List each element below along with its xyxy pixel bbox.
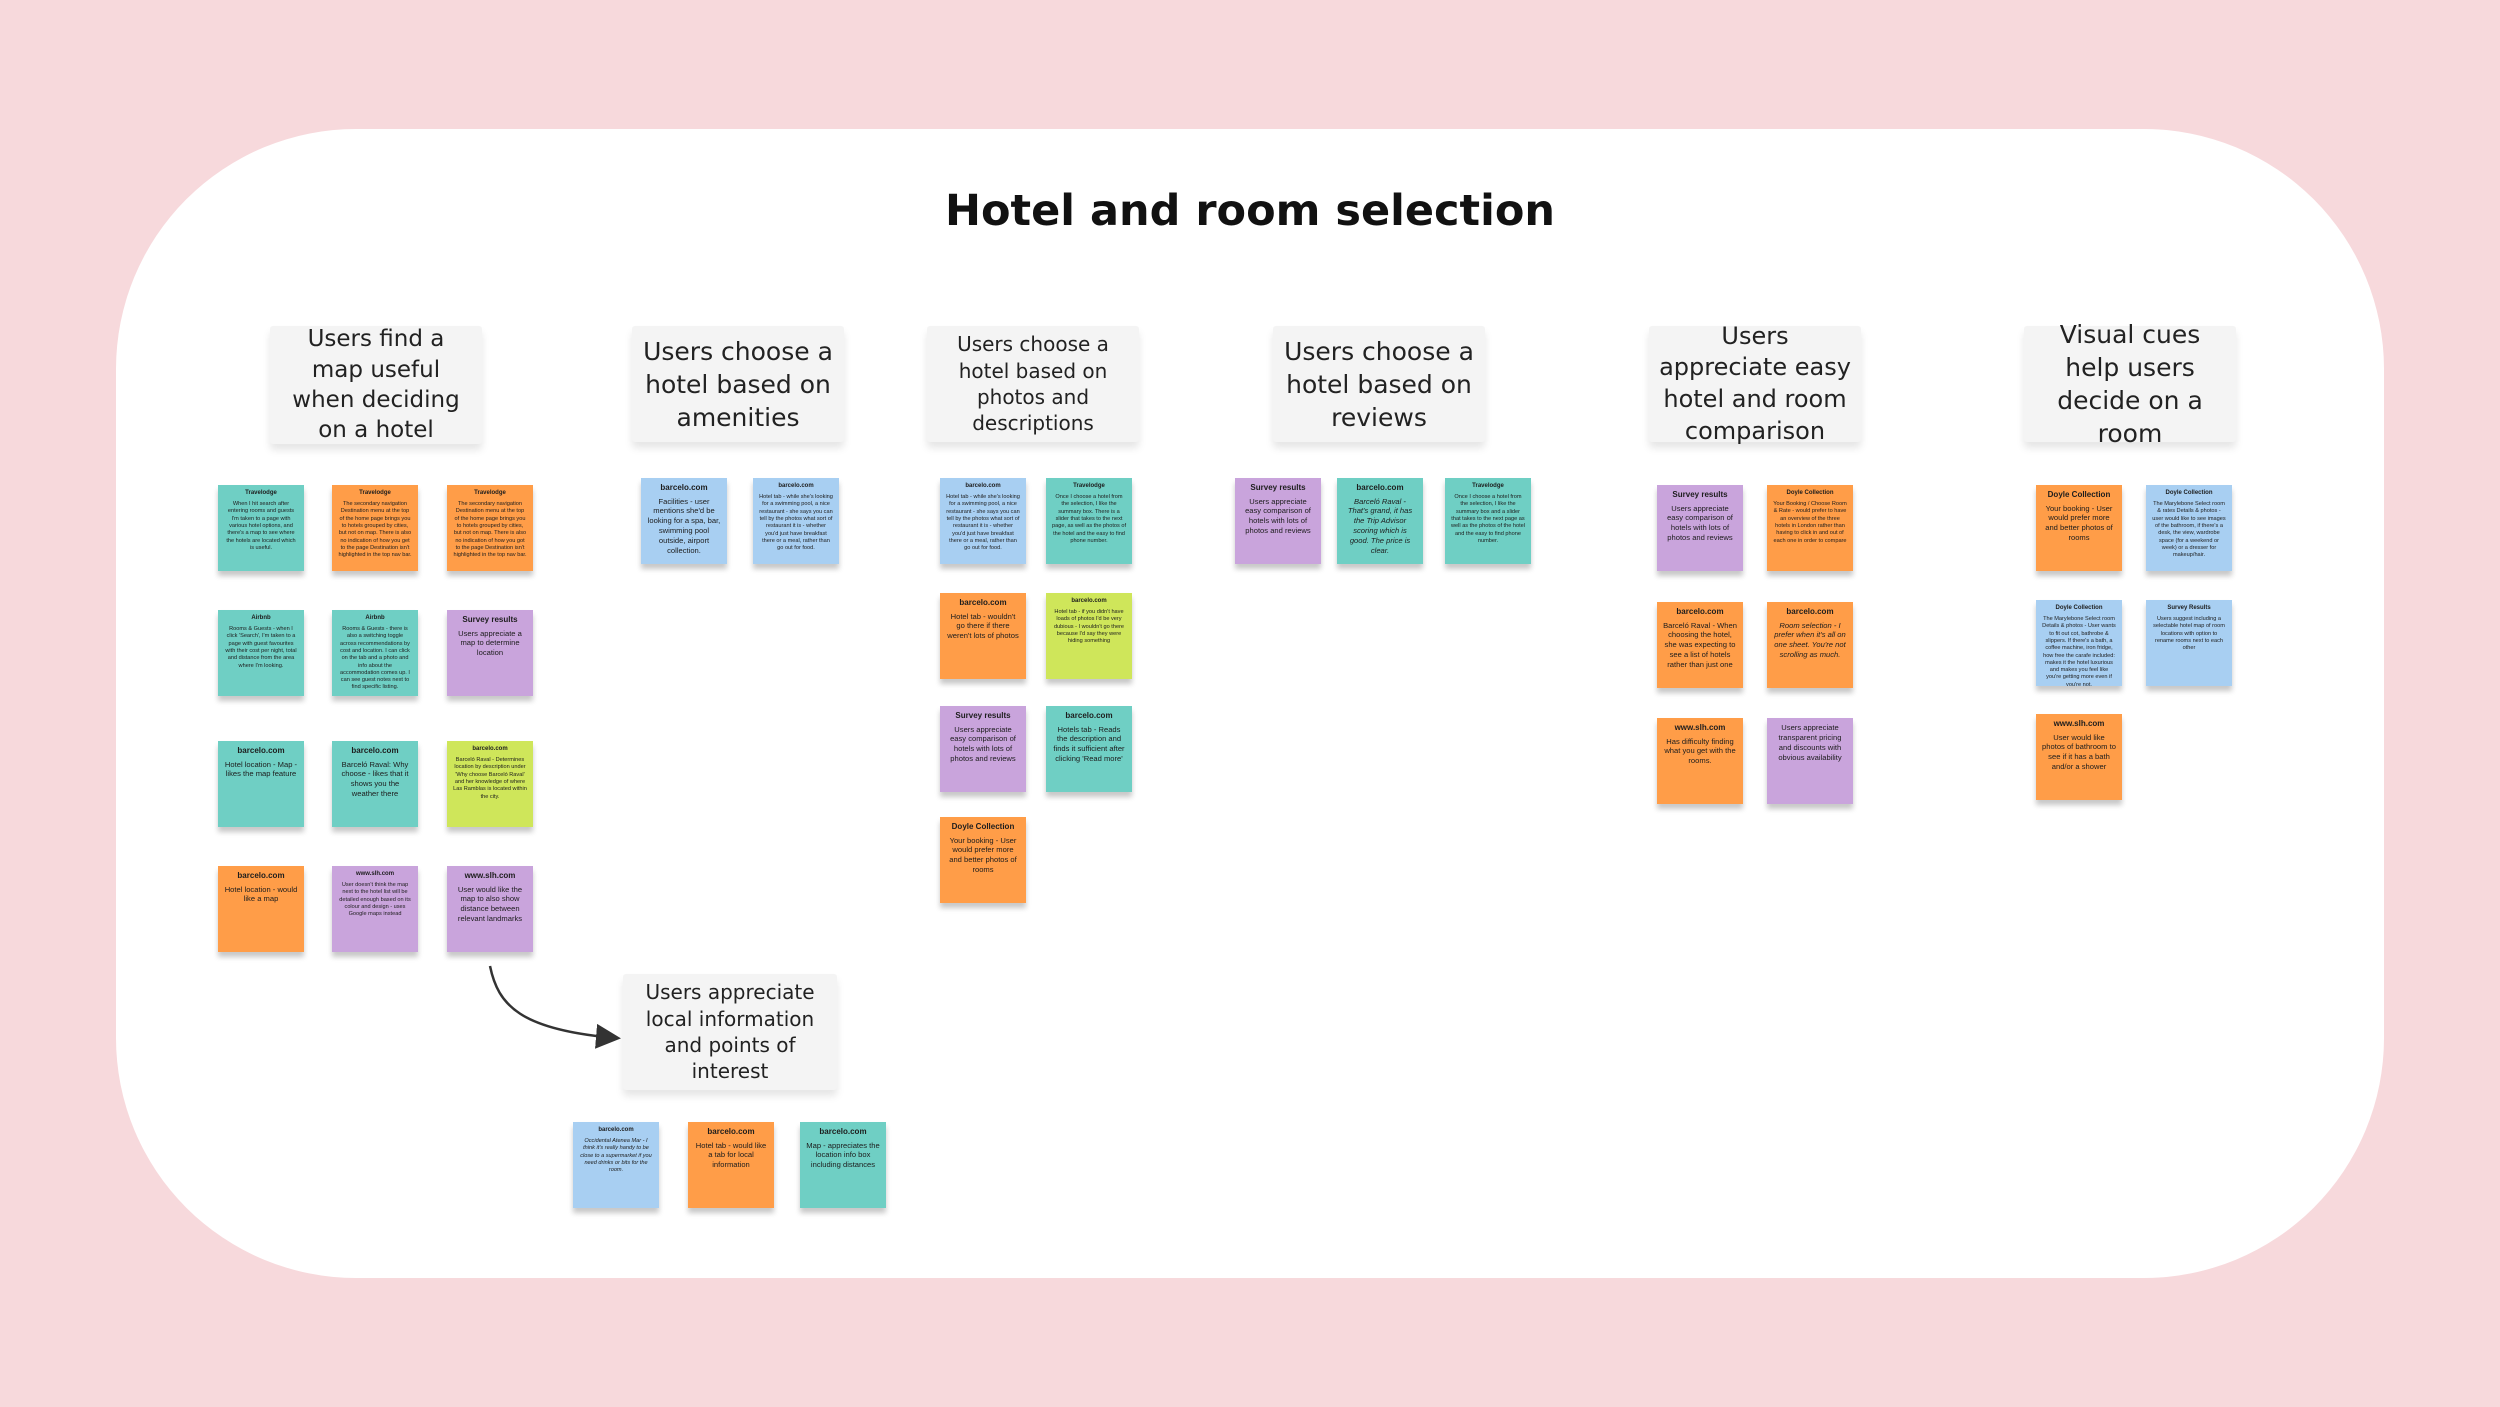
sticky-note-body: Hotel tab - while she's looking for a swimming pool, a nice restaurant - she says you can tell by the photos what sort of restaurant it is - whether you'd just have breakfast there or a meal, rather than go out for food. bbox=[759, 494, 833, 552]
sticky-note-reviews-2[interactable] bbox=[1337, 478, 1423, 564]
sticky-note-body: Users appreciate transparent pricing and discounts with obvious availability bbox=[1778, 723, 1842, 762]
sticky-note-body: Users appreciate easy comparison of hotels with lots of photos and reviews bbox=[1667, 503, 1733, 543]
sticky-note-body: The Marylebone Select room & rates Details & photos - user would like to see images of the bathroom, if there's a desk, the view, wardrobe space (for a weekend or week) or a dresser for makeup/hair. bbox=[2152, 501, 2226, 559]
sticky-note-body: Once I choose a hotel from the selection, I like the summary box and a slider that takes to the next page as well as the photos of the hotel and the easy to find phone number. bbox=[1451, 494, 1526, 544]
sticky-note-title: barcelo.com bbox=[778, 483, 814, 489]
sticky-note-body: Hotel tab - if you didn't have loads of photos I'd be very dubious - I wouldn't go there because I'd say they were hiding something bbox=[1053, 609, 1125, 645]
sticky-note-body: When I hit search after entering rooms and guests I'm taken to a page with various hotel options, and there's a map to see where the hotels are located which is useful. bbox=[226, 501, 296, 551]
header-comparison[interactable]: Users appreciate easy hotel and room comparison bbox=[1649, 326, 1861, 442]
sticky-note-body: Rooms & Guests - there is also a switching toggle across recommendations by cost and location. I can click on the tab and a photo and info about the accommodation comes up. I can see guest notes next to find specific listing. bbox=[340, 626, 410, 691]
sticky-note-title: Survey Results bbox=[2167, 605, 2211, 611]
sticky-note-room-5[interactable] bbox=[2036, 714, 2122, 800]
header-reviews[interactable]: Users choose a hotel based on reviews bbox=[1273, 326, 1485, 442]
sticky-note-photos-1[interactable] bbox=[940, 478, 1026, 564]
sticky-note-body: The Marylebone Select room Details & photos - User wants to fit out cot, bathrobe & slippers. If there's a bath, a coffee machine, iron fridge, how free the carafe included: makes it the hotel luxurious and makes you feel like you're getting more even if you're not. bbox=[2042, 616, 2116, 686]
sticky-note-title: www.slh.com bbox=[1674, 723, 1726, 732]
sticky-note-body: Once I choose a hotel from the selection, I like the summary box. There is a slider that takes to the next page, as well as the photos of the hotel and the easy to find phone number. bbox=[1052, 494, 1127, 544]
sticky-note-body: Your Booking / Choose Room & Rate - would prefer to have an overview of the three hotels in London rather than having to click in and out of each one in order to compare bbox=[1773, 501, 1847, 544]
board-title: Hotel and room selection bbox=[945, 186, 1555, 236]
sticky-note-title: Doyle Collection bbox=[2055, 605, 2103, 611]
sticky-note-title: Travelodge bbox=[1073, 483, 1105, 489]
sticky-note-title: Airbnb bbox=[365, 615, 385, 621]
sticky-note-title: Doyle Collection bbox=[1786, 490, 1834, 496]
header-room[interactable]: Visual cues help users decide on a room bbox=[2024, 326, 2236, 442]
sticky-note-body: Barceló Raval - Determines location by description under 'Why choose Barceló Raval' and her knowledge of where Las Ramblas is located within the city. bbox=[453, 757, 527, 800]
sticky-note-title: www.slh.com bbox=[2053, 719, 2105, 728]
sticky-note-map-6[interactable] bbox=[447, 610, 533, 696]
sticky-note-title: barcelo.com bbox=[1676, 607, 1724, 616]
sticky-note-local-3[interactable] bbox=[800, 1122, 886, 1208]
sticky-note-map-10[interactable] bbox=[218, 866, 304, 952]
sticky-note-body: Barceló Raval - That's grand, it has the Trip Advisor scoring which is good. The price is clear. bbox=[1347, 496, 1413, 555]
sticky-note-photos-2[interactable] bbox=[1046, 478, 1132, 564]
sticky-note-body: Hotel tab - while she's looking for a swimming pool, a nice restaurant - she says you can tell by the photos what sort of restaurant it is - whether you'd just have breakfast there or a meal, rather than go out for food. bbox=[946, 494, 1020, 552]
sticky-note-room-4[interactable] bbox=[2146, 600, 2232, 686]
sticky-note-reviews-3[interactable] bbox=[1445, 478, 1531, 564]
sticky-note-body: User would like photos of bathroom to see if it has a bath and/or a shower bbox=[2042, 732, 2116, 772]
sticky-note-photos-4[interactable] bbox=[1046, 593, 1132, 679]
sticky-note-title: barcelo.com bbox=[351, 746, 399, 755]
sticky-note-title: barcelo.com bbox=[1065, 711, 1113, 720]
sticky-note-photos-3[interactable] bbox=[940, 593, 1026, 679]
sticky-note-map-9[interactable] bbox=[447, 741, 533, 827]
sticky-note-body: Users appreciate easy comparison of hotels with lots of photos and reviews bbox=[1245, 496, 1311, 536]
sticky-note-map-2[interactable] bbox=[332, 485, 418, 571]
sticky-note-body: Your booking - User would prefer more and better photos of rooms bbox=[949, 835, 1017, 875]
sticky-note-room-3[interactable] bbox=[2036, 600, 2122, 686]
sticky-note-room-1[interactable] bbox=[2036, 485, 2122, 571]
sticky-note-room-2[interactable] bbox=[2146, 485, 2232, 571]
sticky-note-title: Airbnb bbox=[251, 615, 271, 621]
sticky-note-body: The secondary navigation Destination menu at the top of the home page brings you to hotels grouped by cities, but not on map. There is also no indication of how you got to the page Destination isn't highlighted in the top nav bar. bbox=[453, 501, 527, 559]
sticky-note-body: Rooms & Guests - when I click 'Search', I'm taken to a page with guest favourites with their cost per night, total and distance from the area where I'm looking. bbox=[225, 626, 297, 669]
sticky-note-body: The secondary navigation Destination menu at the top of the home page brings you to hotels grouped by cities, but not on map. There is also no indication of how you get to the page Destination isn't highlighted in the top nav bar. bbox=[338, 501, 412, 559]
sticky-note-body: Facilities - user mentions she'd be looking for a spa, bar, swimming pool outside, airport collection. bbox=[647, 496, 721, 555]
sticky-note-title: Doyle Collection bbox=[951, 822, 1015, 831]
header-amenities[interactable]: Users choose a hotel based on amenities bbox=[632, 326, 844, 442]
sticky-note-title: www.slh.com bbox=[464, 871, 516, 880]
sticky-note-photos-6[interactable] bbox=[1046, 706, 1132, 792]
sticky-note-body: Occidental Atenea Mar - I think it's really handy to be close to a supermarket if you need drinks or bits for the room. bbox=[580, 1138, 652, 1174]
sticky-note-title: Survey results bbox=[1672, 490, 1728, 499]
sticky-note-body: Has difficulty finding what you get with the rooms. bbox=[1664, 736, 1736, 766]
sticky-note-comparison-6[interactable] bbox=[1767, 718, 1853, 804]
sticky-note-title: Travelodge bbox=[474, 490, 506, 496]
sticky-note-photos-5[interactable] bbox=[940, 706, 1026, 792]
sticky-note-body: Room selection - I prefer when it's all on one sheet. You're not scrolling as much. bbox=[1774, 620, 1846, 660]
sticky-note-body: Hotel location - would like a map bbox=[224, 884, 298, 904]
sticky-note-title: barcelo.com bbox=[707, 1127, 755, 1136]
sticky-note-title: barcelo.com bbox=[237, 746, 285, 755]
sticky-note-title: barcelo.com bbox=[598, 1127, 634, 1133]
sticky-note-body: Barceló Raval - When choosing the hotel, she was expecting to see a list of hotels rather than just one bbox=[1663, 620, 1737, 670]
sticky-note-title: barcelo.com bbox=[237, 871, 285, 880]
header-map[interactable]: Users find a map useful when deciding on a hotel bbox=[270, 326, 482, 444]
sticky-note-title: www.slh.com bbox=[355, 871, 395, 877]
sticky-note-title: barcelo.com bbox=[1356, 483, 1404, 492]
sticky-note-title: Travelodge bbox=[359, 490, 391, 496]
sticky-note-map-12[interactable] bbox=[447, 866, 533, 952]
sticky-note-title: Travelodge bbox=[245, 490, 277, 496]
sticky-note-map-11[interactable] bbox=[332, 866, 418, 952]
sticky-note-map-5[interactable] bbox=[332, 610, 418, 696]
sticky-note-body: Map - appreciates the location info box including distances bbox=[806, 1140, 880, 1170]
sticky-note-comparison-5[interactable] bbox=[1657, 718, 1743, 804]
sticky-note-title: Survey results bbox=[955, 711, 1011, 720]
sticky-note-comparison-4[interactable] bbox=[1767, 602, 1853, 688]
sticky-note-body: User would like the map to also show distance between relevant landmarks bbox=[457, 884, 523, 924]
sticky-note-amenities-1[interactable] bbox=[641, 478, 727, 564]
sticky-note-body: Users suggest including a selectable hotel map of room locations with option to rename rooms next to each other bbox=[2153, 616, 2225, 652]
sticky-note-map-3[interactable] bbox=[447, 485, 533, 571]
sticky-note-title: barcelo.com bbox=[660, 483, 708, 492]
sticky-note-body: Barceló Raval: Why choose - likes that it shows you the weather there bbox=[341, 759, 409, 799]
sticky-note-body: User doesn't think the map next to the hotel list will be detailed enough based on its colour and design - uses Google maps instead bbox=[339, 882, 411, 918]
sticky-note-photos-7[interactable] bbox=[940, 817, 1026, 903]
sticky-note-title: barcelo.com bbox=[965, 483, 1001, 489]
sticky-note-body: Hotel tab - wouldn't go there if there weren't lots of photos bbox=[947, 611, 1019, 641]
sticky-note-title: Survey results bbox=[1250, 483, 1306, 492]
sticky-note-amenities-2[interactable] bbox=[753, 478, 839, 564]
sticky-note-comparison-1[interactable] bbox=[1657, 485, 1743, 571]
sticky-note-comparison-2[interactable] bbox=[1767, 485, 1853, 571]
sticky-note-body: Hotels tab - Reads the description and finds it sufficient after clicking 'Read more' bbox=[1053, 724, 1125, 764]
sticky-note-local-2[interactable] bbox=[688, 1122, 774, 1208]
sticky-note-body: Hotel tab - would like a tab for local information bbox=[695, 1140, 767, 1170]
sticky-note-map-8[interactable] bbox=[332, 741, 418, 827]
sticky-note-map-4[interactable] bbox=[218, 610, 304, 696]
sticky-note-map-7[interactable] bbox=[218, 741, 304, 827]
sticky-note-title: Survey results bbox=[462, 615, 518, 624]
sticky-note-title: Travelodge bbox=[1472, 483, 1504, 489]
sticky-note-title: barcelo.com bbox=[1786, 607, 1834, 616]
sticky-note-body: Users appreciate a map to determine location bbox=[458, 628, 522, 658]
sticky-note-title: barcelo.com bbox=[959, 598, 1007, 607]
sticky-note-map-1[interactable] bbox=[218, 485, 304, 571]
sticky-note-comparison-3[interactable] bbox=[1657, 602, 1743, 688]
sticky-note-title: barcelo.com bbox=[1071, 598, 1107, 604]
header-local[interactable]: Users appreciate local information and points of interest bbox=[623, 974, 837, 1090]
sticky-note-body: Users appreciate easy comparison of hotels with lots of photos and reviews bbox=[950, 724, 1016, 764]
sticky-note-title: Doyle Collection bbox=[2047, 490, 2111, 499]
sticky-note-title: barcelo.com bbox=[472, 746, 508, 752]
sticky-note-body: Your booking - User would prefer more and better photos of rooms bbox=[2045, 503, 2113, 543]
header-photos[interactable]: Users choose a hotel based on photos and descriptions bbox=[927, 326, 1139, 442]
sticky-note-body: Hotel location - Map - likes the map feature bbox=[224, 759, 298, 779]
sticky-note-local-1[interactable] bbox=[573, 1122, 659, 1208]
sticky-note-title: Doyle Collection bbox=[2165, 490, 2213, 496]
sticky-note-title: barcelo.com bbox=[819, 1127, 867, 1136]
sticky-note-reviews-1[interactable] bbox=[1235, 478, 1321, 564]
